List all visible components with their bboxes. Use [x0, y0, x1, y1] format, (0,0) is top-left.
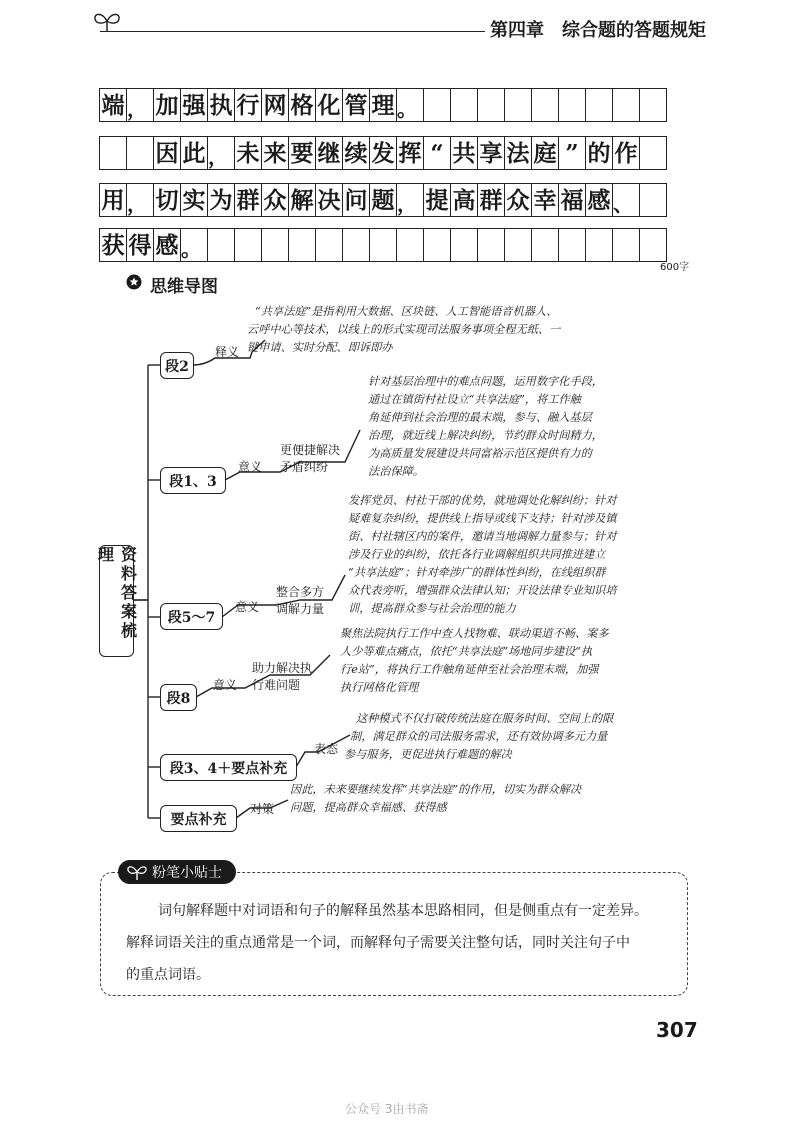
grid-cell: 加 [153, 88, 181, 122]
grid-cell: 化 [315, 88, 343, 122]
grid-cell: 福 [558, 183, 586, 217]
grid-cell: 的 [585, 136, 613, 170]
grid-cell: 用 [99, 183, 127, 217]
sprout-icon [126, 862, 148, 882]
mindmap-node-duan1-3: 段1、3 [160, 467, 226, 494]
grid-cell: 众 [261, 183, 289, 217]
tip-text: 词句解释题中对词语和句子的解释虽然基本思路相同，但是侧重点有一定差异。 解释词语关注的重点通常是一个词，而解释句子需要关注整句话，同时关注句子中 的重点词语。 [126, 903, 648, 983]
word-count: 600字 [660, 262, 690, 273]
mindmap-node-duan5-7: 段5～7 [160, 603, 223, 630]
branch-label: 意义 [235, 600, 260, 614]
grid-cell: 挥 [396, 136, 424, 170]
grid-cell: 庭 [531, 136, 559, 170]
grid-cell: 提 [423, 183, 451, 217]
mindmap-node-duan8: 段8 [160, 684, 197, 711]
branch-text: “共享法庭”是指利用大数据、区块链、人工智能语音机器人、 云呼中心等技术，以线上的形式实现司法服务事项全程无纸、一 键申请、实时分配、即诉即办 [247, 305, 561, 354]
grid-cell: 切 [153, 183, 181, 217]
branch-label: 意义 [213, 678, 238, 692]
grid-cell: 理 [369, 88, 397, 122]
grid-cell: 因 [153, 136, 181, 170]
branch-sublabel: 更便捷解决 矛盾纠纷 [280, 443, 341, 474]
grid-cell: 问 [342, 183, 370, 217]
grid-cell: ， [126, 183, 154, 217]
grid-cell: 未 [234, 136, 262, 170]
grid-cell: 实 [180, 183, 208, 217]
grid-cell: 得 [126, 228, 154, 262]
grid-cell: 决 [315, 183, 343, 217]
grid-cell: 发 [369, 136, 397, 170]
grid-cell: 管 [342, 88, 370, 122]
branch-sublabel: 整合多方 调解力量 [276, 585, 325, 616]
grid-cell: “ [423, 136, 451, 170]
branch-text: 针对基层治理中的难点问题，运用数字化手段， 通过在镇街村社设立“共享法庭”，将工作触 角延伸到社会治理的最末端，参与、融入基层 治理，就近线上解决纠纷，节约群众时间精力， 为高质量发展建设共同富裕示范区提供有力的 法治保障。 [368, 375, 603, 478]
branch-text: 因此，未来要继续发挥“共享法庭”的作用，切实为群众解决 问题，提高群众幸福感、获得感 [290, 783, 582, 814]
branch-sublabel: 助力解决执 行难问题 [252, 661, 313, 692]
page-number: 307 [656, 1018, 698, 1042]
branch-label: 表态 [314, 742, 339, 756]
tip-badge [118, 860, 236, 884]
grid-cell: 享 [477, 136, 505, 170]
grid-cell: 执 [207, 88, 235, 122]
grid-cell: 强 [180, 88, 208, 122]
grid-cell: 为 [207, 183, 235, 217]
grid-cell: 获 [99, 228, 127, 262]
grid-cell: 行 [234, 88, 262, 122]
grid-cell: 高 [450, 183, 478, 217]
grid-cell: 共 [450, 136, 478, 170]
grid-cell: ， [396, 183, 424, 217]
grid-cell: 端 [99, 88, 127, 122]
grid-cell: 此 [180, 136, 208, 170]
grid-cell: 。 [396, 88, 424, 122]
branch-text: 聚焦法院执行工作中查人找物难、联动渠道不畅、案多 人少等难点痛点，依托“共享法庭”场地同步建设“执 行e站”，将执行工作触角延伸至社会治理末端，加强 执行网格化管理 [340, 627, 609, 694]
grid-cell: 题 [369, 183, 397, 217]
mindmap-root: 资料答案梳理 [99, 545, 134, 657]
watermark: 公众号 3由书斋 [345, 1102, 429, 1116]
grid-cell: ， [207, 136, 235, 170]
branch-label: 对策 [250, 802, 275, 816]
mindmap-node-duan3-4-plus: 段3、4＋要点补充 [160, 754, 297, 781]
grid-cell: 继 [315, 136, 343, 170]
mindmap-node-duan2: 段2 [160, 352, 194, 379]
branch-label: 意义 [238, 460, 263, 474]
chapter-title: 第四章 综合题的答题规矩 [490, 20, 706, 41]
grid-cell: 感 [153, 228, 181, 262]
grid-cell: 。 [180, 228, 208, 262]
grid-cell: 作 [612, 136, 640, 170]
grid-cell: 解 [288, 183, 316, 217]
branch-text: 发挥党员、村社干部的优势，就地调处化解纠纷；针对 疑难复杂纠纷，提供线上指导或线下支持；针对涉及镇 街、村社辖区内的案件，邀请当地调解力量参与；针对 涉及行业的纠纷，依托各行业调解组织共同推进建立 “共享法庭”；针对牵涉广的群体性纠纷，在线组织群 众代表旁听，增强群众法律认知；开设法律专业知识培 训，提高群众参与社会治理的能力 [348, 494, 617, 615]
grid-cell: 众 [504, 183, 532, 217]
grid-cell: 、 [612, 183, 640, 217]
grid-cell: 感 [585, 183, 613, 217]
grid-cell: 群 [234, 183, 262, 217]
grid-cell: 网 [261, 88, 289, 122]
grid-cell: 幸 [531, 183, 559, 217]
mindmap-node-key-points: 要点补充 [160, 805, 237, 832]
grid-cell: 来 [261, 136, 289, 170]
mindmap-title: 思维导图 [150, 277, 218, 297]
grid-cell: ” [558, 136, 586, 170]
branch-text: 这种模式不仅打破传统法庭在服务时间、空间上的限 制，满足群众的司法服务需求，还有效协调多元力量 参与服务，更促进执行难题的解决 [344, 712, 614, 761]
grid-cell: 要 [288, 136, 316, 170]
grid-cell: 群 [477, 183, 505, 217]
grid-cell: 格 [288, 88, 316, 122]
branch-label: 释义 [215, 345, 240, 359]
grid-cell: 法 [504, 136, 532, 170]
tip-title: 粉笔小贴士 [152, 865, 222, 881]
grid-cell: 续 [342, 136, 370, 170]
grid-cell: ， [126, 88, 154, 122]
